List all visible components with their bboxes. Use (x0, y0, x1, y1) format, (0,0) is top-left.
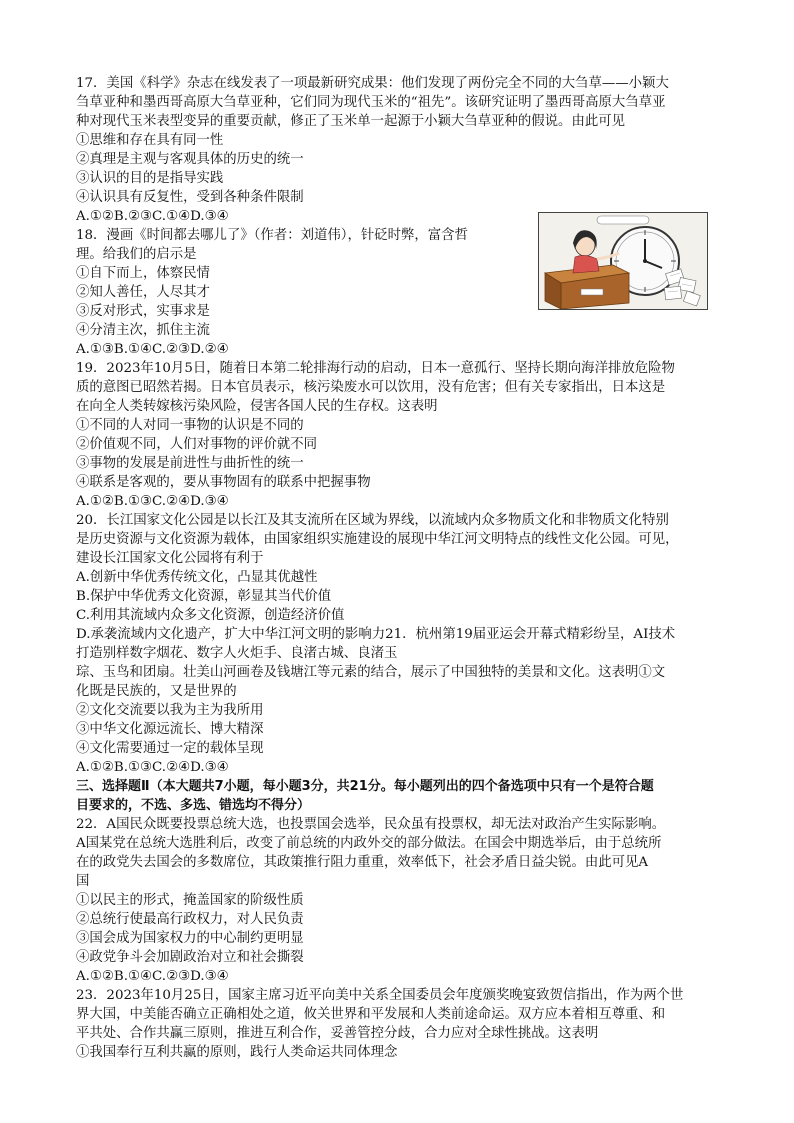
question-23-option-1: ①我国奉行互利共赢的原则，践行人类命运共同体理念 (76, 1045, 398, 1060)
question-19-stem-line: 质的意图已昭然若揭。日本官员表示，核污染废水可以饮用，没有危害；但有关专家指出，日本这是 (76, 380, 666, 395)
question-23-stem-line: 23．2023年10月25日，国家主席习近平向美中关系全国委员会年度颁奖晚宴致贺信指出，作为两个世 (76, 988, 684, 1003)
question-21-stem-line: 打造别样数字烟花、数字人火炬手、良渚古城、良渚玉 (76, 646, 398, 661)
question-20-stem-line: 20．长江国家文化公园是以长江及其支流所在区域为界线，以流域内众多物质文化和非物质文化特别 (76, 513, 669, 528)
question-20 (76, 511, 722, 644)
question-20-option-b: B.保护中华优秀文化资源，彰显其当代价值 (76, 589, 332, 604)
question-21-stem-line: 琮、玉鸟和团扇。壮美山河画卷及钱塘江等元素的结合，展示了中国独特的美景和文化。这表明①文 (76, 665, 666, 680)
question-19-option-2: ②价值观不同，人们对事物的评价就不同 (76, 437, 318, 452)
question-17-stem-line: 刍草亚种和墨西哥高原大刍草亚种，它们同为现代玉米的“祖先”。该研究证明了墨西哥高原大刍草亚 (76, 95, 666, 110)
question-17-answer-choices: A.①②B.②③C.①④D.③④ (76, 209, 229, 224)
question-17-stem-line: 种对现代玉米表型变异的重要贡献，修正了玉米单一起源于小颖大刍草亚种的假说。由此可见 (76, 114, 626, 129)
question-20-option-a: A.创新中华优秀传统文化，凸显其优越性 (76, 570, 318, 585)
question-21 (76, 644, 722, 777)
question-22-stem-line: 在的政党失去国会的多数席位，其政策推行阻力重重，效率低下，社会矛盾日益尖锐。由此可见A (76, 855, 649, 870)
question-18-stem-line: 理。给我们的启示是 (76, 247, 197, 262)
question-23-stem-line: 平共处、合作共赢三原则，推进互利合作，妥善管控分歧，合力应对全球性挑战。这表明 (76, 1026, 599, 1041)
question-21-stem-line: 化既是民族的，又是世界的 (76, 684, 237, 699)
question-19-answer-choices: A.①②B.①③C.②④D.③④ (76, 494, 229, 509)
section-3-heading (76, 777, 722, 815)
question-19-stem-line: 19．2023年10月5日，随着日本第二轮排海行动的启动，日本一意孤行、坚持长期向海洋排放危险物 (76, 361, 675, 376)
question-20-stem-line: 建设长江国家文化公园将有利于 (76, 551, 264, 566)
question-22 (76, 815, 722, 986)
question-17-stem-line: 17．美国《科学》杂志在线发表了一项最新研究成果：他们发现了两份完全不同的大刍草——小颖大 (76, 76, 669, 91)
question-22-option-4: ④政党争斗会加剧政治对立和社会撕裂 (76, 950, 304, 965)
question-17-option-1: ①思维和存在具有同一性 (76, 133, 224, 148)
question-17-option-2: ②真理是主观与客观具体的历史的统一 (76, 152, 304, 167)
question-20-stem-line: 是历史资源与文化资源为载体，由国家组织实施建设的展现中华江河文明特点的线性文化公园。可见， (76, 532, 679, 547)
question-22-stem-line: 22．A国民众既要投票总统大选，也投票国会选举，民众虽有投票权，却无法对政治产生实际影响。 (76, 817, 666, 832)
question-19-option-1: ①不同的人对同一事物的认识是不同的 (76, 418, 304, 433)
question-22-option-3: ③国会成为国家权力的中心制约更明显 (76, 931, 304, 946)
section-heading-line: 目要求的，不选、多选、错选均不得分） (76, 798, 311, 813)
question-17 (76, 74, 722, 226)
question-18-option-3: ③反对形式，实事求是 (76, 304, 210, 319)
question-20-option-c: C.利用其流域内众多文化资源，创造经济价值 (76, 608, 345, 623)
question-18-option-4: ④分清主次，抓住主流 (76, 323, 210, 338)
question-21-answer-choices: A.①②B.①③C.②④D.③④ (76, 760, 229, 775)
question-21-option-4: ④文化需要通过一定的载体呈现 (76, 741, 264, 756)
section-heading-line: 三、选择题Ⅱ（本大题共7小题，每小题3分，共21分。每小题列出的四个备选项中只有一个是符合题 (76, 779, 654, 794)
question-19 (76, 359, 722, 511)
question-19-option-4: ④联系是客观的，要从事物固有的联系中把握事物 (76, 475, 371, 490)
question-17-option-3: ③认识的目的是指导实践 (76, 171, 224, 186)
question-22-option-2: ②总统行使最高行政权力，对人民负责 (76, 912, 304, 927)
question-21-option-2: ②文化交流要以我为主为我所用 (76, 703, 264, 718)
question-21-option-3: ③中华文化源远流长、博大精深 (76, 722, 264, 737)
question-17-option-4: ④认识具有反复性，受到各种条件限制 (76, 190, 304, 205)
question-18-stem-line: 18．漫画《时间都去哪儿了》（作者：刘道伟），针砭时弊，富含哲 (76, 228, 468, 243)
question-18-option-2: ②知人善任，人尽其才 (76, 285, 210, 300)
question-19-stem-line: 在向全人类转嫁核污染风险，侵害各国人民的生存权。这表明 (76, 399, 438, 414)
question-20-option-d: D.承袭流域内文化遗产，扩大中华江河文明的影响力21．杭州第19届亚运会开幕式精彩纷呈，AI技术 (76, 627, 676, 642)
question-23 (76, 986, 722, 1062)
question-18-answer-choices: A.①③B.①④C.②③D.②④ (76, 342, 229, 357)
question-22-option-1: ①以民主的形式，掩盖国家的阶级性质 (76, 893, 304, 908)
question-18-option-1: ①自下而上，体察民情 (76, 266, 210, 281)
question-19-option-3: ③事物的发展是前进性与曲折性的统一 (76, 456, 304, 471)
cartoon-illustration (538, 212, 708, 310)
question-23-stem-line: 界大国，中美能否确立正确相处之道，攸关世界和平发展和人类前途命运。双方应本着相互尊重、和 (76, 1007, 666, 1022)
question-22-answer-choices: A.①②B.①④C.②③D.③④ (76, 969, 229, 984)
question-22-stem-line: A国某党在总统大选胜利后，改变了前总统的内政外交的部分做法。在国会中期选举后，由于总统所 (76, 836, 662, 851)
question-22-stem-line: 国 (76, 874, 90, 889)
